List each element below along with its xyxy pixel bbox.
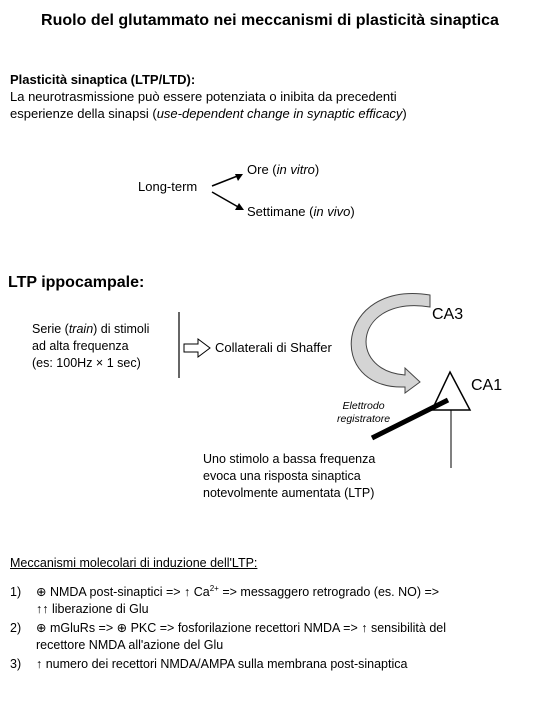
- mechanisms-title: Meccanismi molecolari di induzione dell'LTP:: [10, 556, 258, 570]
- mechanism-item-1: ⊕ NMDA post-sinaptici => ↑ $Ca^{2+}$ => messaggero retrogrado (es. NO) => ↑↑ liberazione di Glu: [36, 584, 440, 616]
- electrode-label: Elettrodo registratore: [337, 400, 391, 425]
- mechanism-item-3-number: 3): [10, 657, 22, 671]
- ltp-title: LTP ippocampale:: [8, 274, 145, 291]
- serie-line3: (es: 100Hz × 1 sec): [32, 356, 141, 370]
- plasticity-heading: Plasticità sinaptica (LTP/LTD):: [10, 72, 196, 87]
- ca3-ca1-pathway-arrow: [351, 294, 430, 393]
- serie-line1: Serie (train) di stimoli: [32, 322, 150, 336]
- stimulus-arrow: [184, 339, 210, 357]
- plasticity-line2: esperienze della sinapsi (use-dependent change in synaptic efficacy): [10, 106, 407, 121]
- longterm-ore: Ore (in vitro): [247, 162, 320, 177]
- serie-line2: ad alta frequenza: [32, 339, 129, 353]
- mechanism-item-2: ⊕ mGluRs => ⊕ PKC => fosforilazione recettori NMDA => ↑ sensibilità del recettore NMDA all'azione del Glu: [36, 621, 447, 652]
- mechanism-item-2-number: 2): [10, 621, 22, 635]
- mechanism-item-1-number: 1): [10, 585, 22, 599]
- collaterali-label: Collaterali di Shaffer: [215, 340, 332, 355]
- longterm-settimane: Settimane (in vivo): [247, 204, 355, 219]
- longterm-arrows: [212, 174, 244, 210]
- ca3-label: CA3: [432, 306, 464, 323]
- ltp-result-text: Uno stimolo a bassa frequenza evoca una risposta sinaptica notevolmente aumentata (LTP): [203, 452, 376, 500]
- plasticity-description: [10, 88, 407, 122]
- ca1-label: CA1: [471, 377, 503, 394]
- plasticity-line1: La neurotrasmissione può essere potenziata o inibita da precedenti: [10, 89, 397, 104]
- longterm-label: Long-term: [138, 179, 198, 194]
- stimulus-train-label: [32, 321, 149, 372]
- page-title: Ruolo del glutammato nei meccanismi di plasticità sinaptica: [41, 12, 499, 29]
- mechanism-item-3: ↑ numero dei recettori NMDA/AMPA sulla membrana post-sinaptica: [36, 657, 408, 671]
